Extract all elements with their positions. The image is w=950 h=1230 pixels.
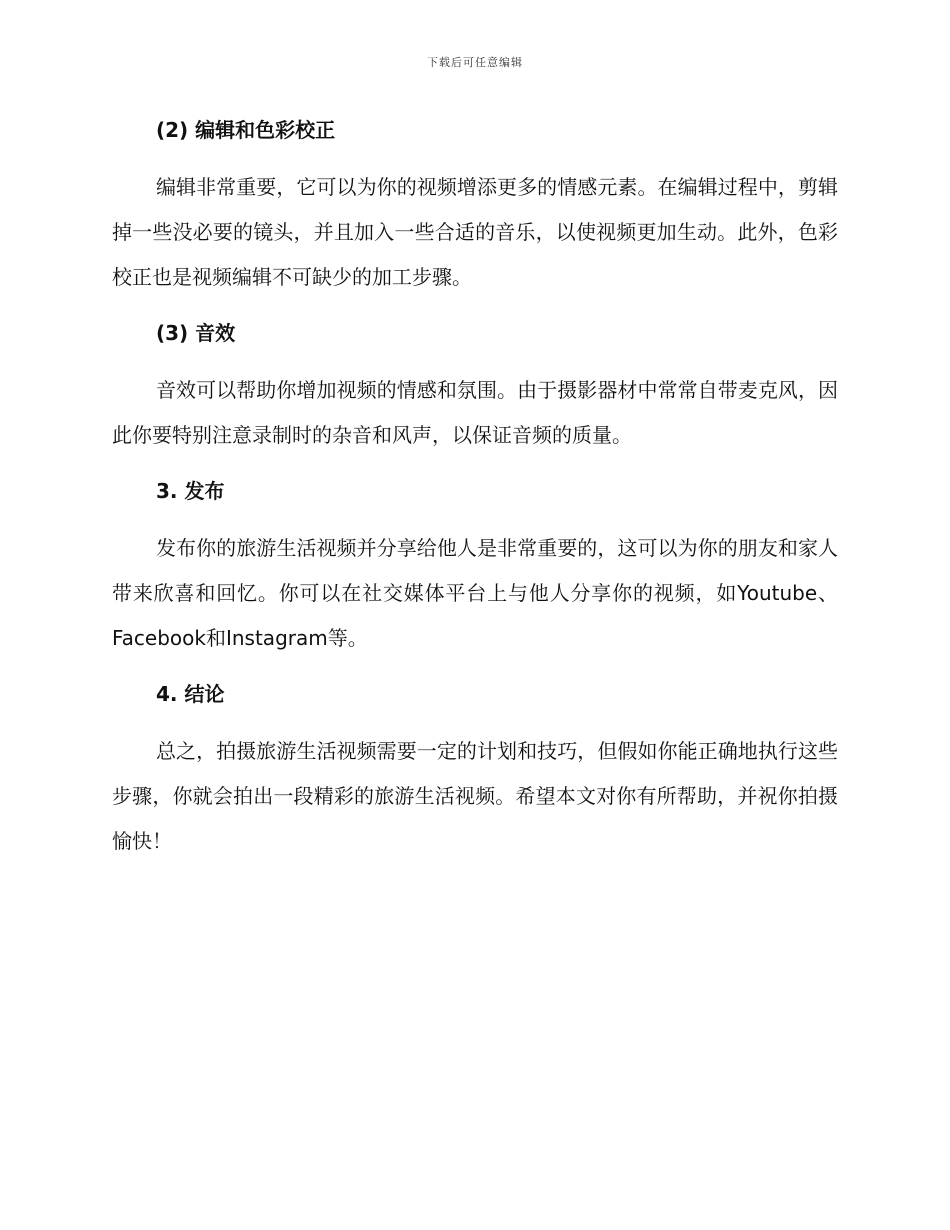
document-body bbox=[112, 112, 838, 864]
section-heading-sound: (3) 音效 bbox=[156, 321, 236, 345]
page-header: 下载后可任意编辑 bbox=[427, 56, 523, 69]
section-paragraph-conclusion: 总之，拍摄旅游生活视频需要一定的计划和技巧，但假如你能正确地执行这些步骤，你就会拍出一段精彩的旅游生活视频。希望本文对你有所帮助，并祝你拍摄愉快！ bbox=[112, 739, 838, 853]
section-paragraph-editing: 编辑非常重要，它可以为你的视频增添更多的情感元素。在编辑过程中，剪辑掉一些没必要的镜头，并且加入一些合适的音乐，以使视频更加生动。此外，色彩校正也是视频编辑不可缺少的加工步骤。 bbox=[112, 175, 838, 289]
section-heading-editing: (2) 编辑和色彩校正 bbox=[156, 118, 336, 142]
section-heading-publish: 3. 发布 bbox=[156, 479, 225, 503]
section-paragraph-sound: 音效可以帮助你增加视频的情感和氛围。由于摄影器材中常常自带麦克风，因此你要特别注意录制时的杂音和风声，以保证音频的质量。 bbox=[112, 378, 838, 447]
section-paragraph-publish: 发布你的旅游生活视频并分享给他人是非常重要的，这可以为你的朋友和家人带来欣喜和回忆。你可以在社交媒体平台上与他人分享你的视频，如Youtube、Facebook和Instagram等。 bbox=[112, 536, 838, 650]
section-heading-conclusion: 4. 结论 bbox=[156, 682, 225, 706]
